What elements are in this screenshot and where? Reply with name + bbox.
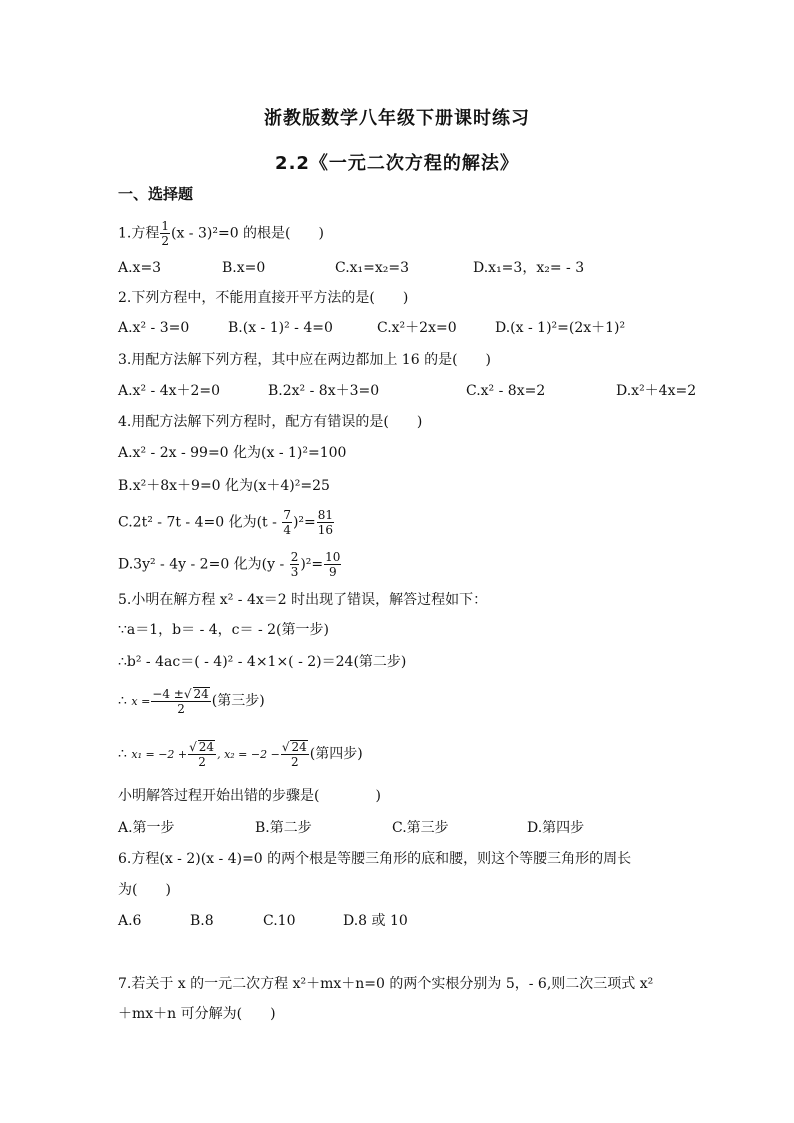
q5-s3-radicand: 24 — [193, 687, 209, 701]
q5-s4-num-2: √ 24 — [281, 740, 307, 754]
question-6-stem-line-2: 为( ) — [118, 882, 171, 898]
q4-c-fraction-1 — [282, 509, 292, 536]
q2-option-c: C.x²＋2x=0 — [377, 320, 457, 336]
q5-s4-den-1: 2 — [198, 755, 206, 769]
q4-option-d — [118, 551, 342, 578]
q5-option-c: C.第三步 — [392, 820, 449, 836]
page-subtitle: 2.2《一元二次方程的解法》 — [275, 153, 519, 174]
q5-s4-fraction-2 — [281, 740, 309, 768]
q5-s4-num-1: √ 24 — [189, 740, 215, 754]
q5-s4-den-2: 2 — [290, 755, 299, 769]
question-1-stem — [118, 220, 324, 247]
q1-prefix: 1.方程 — [118, 225, 160, 242]
q5-step-1: ∵a＝1，b＝ - 4，c＝ - 2(第一步) — [118, 622, 329, 638]
q5-s4-fraction-1 — [188, 740, 216, 768]
q4-option-b: B.x²＋8x＋9=0 化为(x＋4)²=25 — [118, 478, 330, 494]
q4-d-fraction-2 — [324, 551, 341, 578]
q3-option-c: C.x² - 8x=2 — [466, 383, 546, 399]
q2-option-a: A.x² - 3=0 — [118, 320, 190, 336]
question-2-stem: 2.下列方程中，不能用直接开平方法的是( ) — [118, 290, 409, 306]
page-title: 浙教版数学八年级下册课时练习 — [264, 108, 530, 129]
question-5-stem: 5.小明在解方程 x² - 4x＝2 时出现了错误，解答过程如下： — [118, 592, 488, 608]
q5-option-b: B.第二步 — [255, 820, 312, 836]
q5-s3-fraction — [151, 687, 211, 715]
q5-s4-therefore: ∴ — [118, 746, 127, 762]
q4-c-fraction-2 — [317, 509, 334, 536]
q5-step-3 — [118, 687, 265, 715]
q5-s3-lhs: x = — [131, 695, 151, 708]
q1-option-a: A.x=3 — [118, 260, 162, 276]
q5-s4-radicand-2: 24 — [291, 740, 307, 754]
question-3-stem: 3.用配方法解下列方程，其中应在两边都加上 16 的是( ) — [118, 352, 491, 368]
q5-option-d: D.第四步 — [527, 820, 585, 836]
q5-s4-radicand-1: 24 — [198, 740, 215, 754]
q5-step-4 — [118, 740, 363, 768]
q6-option-a: A.6 — [118, 913, 142, 929]
q6-option-d: D.8 或 10 — [343, 913, 408, 929]
q4-option-c — [118, 509, 335, 536]
q4-c-prefix: C.2t² - 7t - 4=0 化为(t - — [118, 514, 282, 531]
q4-d-num-2: 10 — [325, 550, 341, 564]
q3-option-d: D.x²＋4x=2 — [616, 383, 697, 399]
section-heading: 一、选择题 — [118, 185, 194, 203]
q4-d-prefix: D.3y² - 4y - 2=0 化为(y - — [118, 556, 289, 573]
q4-c-mid: )²= — [292, 514, 316, 531]
question-7-stem-line-1: 7.若关于 x 的一元二次方程 x²＋mx＋n=0 的两个实根分别为 5，- 6,则二次三项式 x² — [118, 976, 654, 992]
q1-option-c: C.x₁=x₂=3 — [335, 260, 410, 276]
q6-option-c: C.10 — [263, 913, 296, 929]
q1-fraction — [160, 220, 170, 247]
q1-suffix: (x - 3)²=0 的根是( ) — [171, 225, 324, 242]
q5-step-2: ∴b² - 4ac＝( - 4)² - 4×1×( - 2)＝24(第二步) — [118, 654, 407, 670]
q5-s4-x2: , x₂ = −2 − — [217, 748, 280, 761]
q5-s3-therefore: ∴ — [118, 693, 127, 709]
q5-s4-label: (第四步) — [309, 746, 363, 762]
q5-question: 小明解答过程开始出错的步骤是( ) — [118, 788, 381, 804]
q4-c-den-1: 4 — [283, 523, 291, 537]
q1-option-d: D.x₁=3，x₂= - 3 — [473, 260, 585, 276]
q4-option-a: A.x² - 2x - 99=0 化为(x - 1)²=100 — [118, 445, 347, 461]
q6-option-b: B.8 — [190, 913, 214, 929]
q5-s3-num-a: −4 ± — [152, 687, 184, 701]
q4-c-num-1: 7 — [283, 508, 291, 522]
q5-s3-label: (第三步) — [211, 693, 265, 709]
q4-d-den-2: 9 — [328, 565, 337, 579]
q2-option-d: D.(x - 1)²=(2x＋1)² — [495, 320, 626, 336]
q5-option-a: A.第一步 — [118, 820, 175, 836]
q4-c-den-2: 16 — [317, 523, 334, 537]
q3-option-a: A.x² - 4x＋2=0 — [118, 383, 221, 399]
q4-c-num-2: 81 — [317, 508, 334, 522]
q1-option-b: B.x=0 — [222, 260, 266, 276]
question-4-stem: 4.用配方法解下列方程时，配方有错误的是( ) — [118, 414, 423, 430]
q5-s4-x1: x₁ = −2 + — [131, 748, 188, 761]
q4-d-den-1: 3 — [290, 565, 299, 579]
q5-s3-denominator: 2 — [177, 702, 185, 716]
q2-option-b: B.(x - 1)² - 4=0 — [228, 320, 333, 336]
q4-d-fraction-1 — [290, 551, 300, 578]
q5-s3-numerator: −4 ±√ 24 — [152, 687, 209, 701]
q4-d-num-1: 2 — [290, 550, 299, 564]
q1-denominator: 2 — [161, 234, 169, 248]
q4-d-mid: )²= — [300, 556, 324, 573]
question-7-stem-line-2: ＋mx＋n 可分解为( ) — [118, 1006, 276, 1022]
question-6-stem-line-1: 6.方程(x - 2)(x - 4)=0 的两个根是等腰三角形的底和腰，则这个等腰三角形的周长 — [118, 851, 632, 867]
q1-numerator: 1 — [161, 219, 169, 233]
q3-option-b: B.2x² - 8x＋3=0 — [268, 383, 380, 399]
